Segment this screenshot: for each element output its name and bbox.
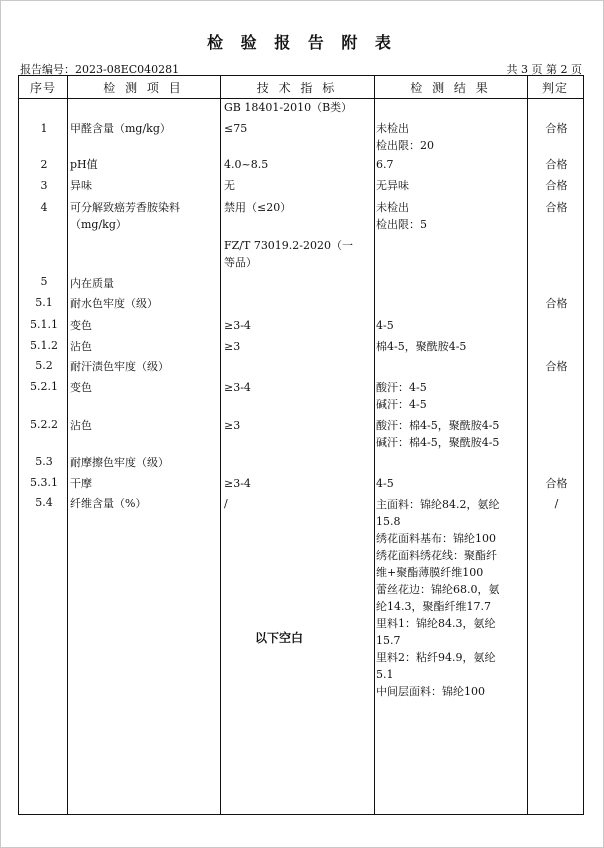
row-spec: 禁用（≤20） [224,201,292,214]
row-no: 5.1.2 [30,339,58,352]
row-verdict: 合格 [545,477,568,490]
row-item: 耐水色牢度（级） [70,297,158,310]
row-result: 酸汗：4-5 碱汗：4-5 [376,381,427,411]
row-item: 甲醛含量（mg/kg） [70,122,171,135]
row-no: 5 [40,275,48,288]
row-spec: 无 [224,179,235,192]
row-spec: ≥3-4 [224,477,251,490]
row-no: 5.1.1 [30,318,58,331]
row-no: 3 [40,179,48,192]
row-verdict: 合格 [545,158,568,171]
row-no: 1 [40,122,48,135]
row-no: 5.1 [35,296,53,309]
row-spec: ≥3 [224,419,241,432]
row-verdict: 合格 [545,297,568,310]
row-spec: / [224,497,228,510]
row-spec: ≥3-4 [224,319,251,332]
col-header-verdict: 判定 [541,81,568,95]
row-item: 内在质量 [70,277,114,290]
row-no: 5.2 [35,359,53,372]
col-header-result: 检 测 结 果 [410,81,491,95]
report-number: 报告编号：2023-08EC040281 [20,63,180,76]
row-no: 5.3 [35,455,53,468]
row-spec: ≥3-4 [224,381,251,394]
row-result: 未检出 检出限：5 [376,201,427,231]
test-results-table [18,75,584,815]
column-divider [67,76,68,814]
row-verdict: 合格 [545,360,568,373]
row-item: 耐摩擦色牢度（级） [70,456,169,469]
row-no: 2 [40,158,48,171]
row-result: 6.7 [376,158,394,171]
row-verdict: 合格 [545,179,568,192]
row-item: 纤维含量（%） [70,497,147,510]
row-result: 未检出 检出限：20 [376,122,434,152]
row-item: 异味 [70,179,92,192]
row-result: 主面料：锦纶84.2，氨纶 15.8 绣花面料基布：锦纶100 绣花面料绣花线：聚酯纤 维+聚酯薄膜纤维100 蕾丝花边：锦纶68.0，氨 纶14.3，聚酯纤维17.7 里料1：锦纶84.3，氨纶 15.7 里料2：粘纤94.9，氨纶 5.1 中间层面料：锦纶100 [376,498,500,698]
row-item: 可分解致癌芳香胺染料 （mg/kg） [70,201,180,231]
row-item: 变色 [70,381,92,394]
row-result: 无异味 [376,179,409,192]
row-item: 耐汗渍色牢度（级） [70,360,169,373]
row-result: 棉4-5，聚酰胺4-5 [376,340,467,353]
row-no: 5.2.2 [30,418,58,431]
row-verdict: 合格 [545,122,568,135]
row-no: 5.2.1 [30,380,58,393]
column-divider [220,76,221,814]
row-result: 酸汗：棉4-5，聚酰胺4-5 碱汗：棉4-5，聚酰胺4-5 [376,419,500,449]
row-spec: ≥3 [224,340,241,353]
row-verdict: 合格 [545,201,568,214]
row-item: 沾色 [70,340,92,353]
row-item: pH值 [70,158,98,171]
page-info: 共 3 页 第 2 页 [506,63,582,76]
row-verdict: / [554,497,559,510]
col-header-spec: 技 术 指 标 [256,81,338,95]
blank-below-note: 以下空白 [254,631,303,645]
row-no: 5.3.1 [30,476,58,489]
row-item: 沾色 [70,419,92,432]
row-item: 干摩 [70,477,92,490]
row-no: 5.4 [35,496,53,509]
row-result: 4-5 [376,477,394,490]
row-spec: ≤75 [224,122,248,135]
standard-fzt73019: FZ/T 73019.2-2020（一 等品） [224,239,354,269]
col-header-item: 检 测 项 目 [103,81,184,95]
row-no: 4 [40,201,48,214]
row-item: 变色 [70,319,92,332]
column-divider [374,76,375,814]
row-spec: 4.0~8.5 [224,158,269,171]
page-title: 检 验 报 告 附 表 [207,33,397,52]
standard-gb18401: GB 18401-2010（B类） [224,101,353,114]
row-result: 4-5 [376,319,394,332]
col-header-no: 序号 [29,81,56,95]
